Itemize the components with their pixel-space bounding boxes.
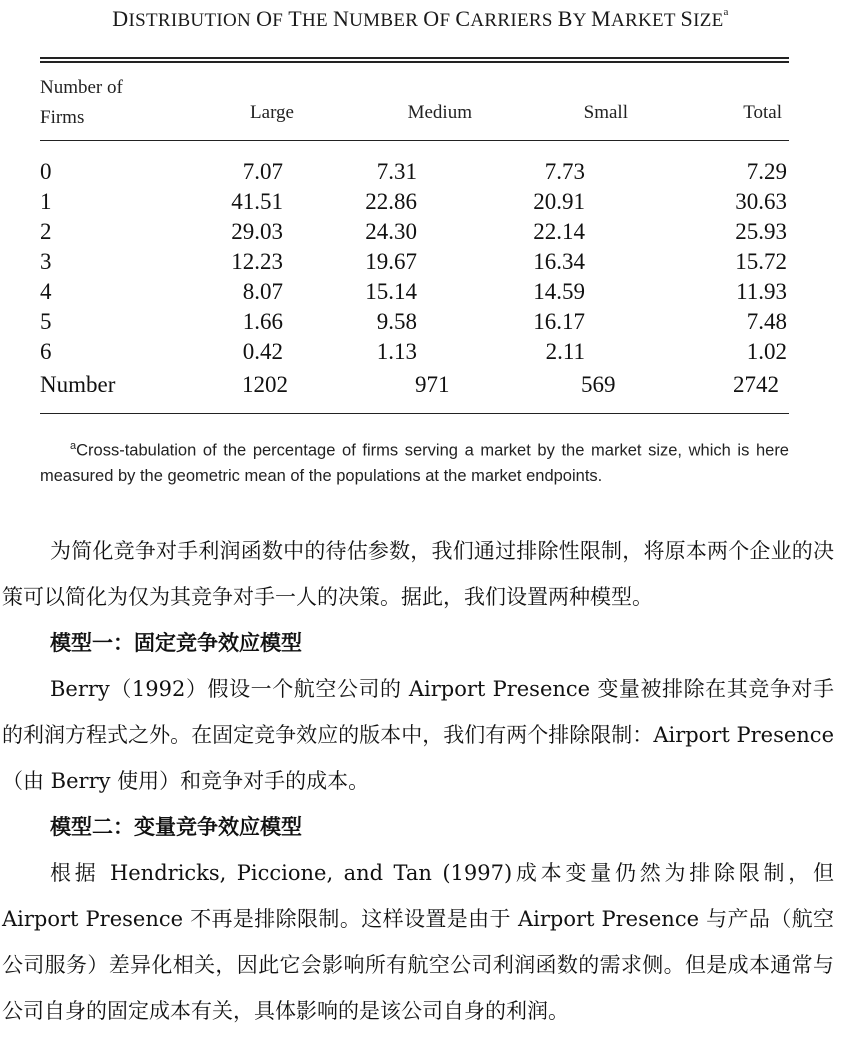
paragraph-model-one: Berry（1992）假设一个航空公司的 Airport Presence 变量被排除在其竞争对手的利润方程式之外。在固定竞争效应的版本中，我们有两个排除限制：Airport Presence（由 Berry 使用）和竞争对手的成本。 [2,677,834,793]
body-text [2,528,834,1034]
table-row [40,157,789,187]
total-small: 569 [581,372,616,397]
totals-label: Number [40,372,116,397]
table-row [40,187,789,217]
col-header-medium: Medium [407,102,472,123]
value-cell-small: 22.14 [533,219,585,244]
footnote-mark: a [70,440,77,452]
table-top-rule [40,57,789,59]
header-firms-line2: Firms [40,107,85,128]
value-cell-small: 16.17 [533,309,585,334]
value-cell-small: 20.91 [533,189,585,214]
value-cell-large: 1.66 [242,309,283,334]
firm-count-cell: 4 [40,279,52,304]
value-cell-medium: 7.31 [376,159,417,184]
value-cell-total: 15.72 [735,249,787,274]
distribution-table [40,157,789,367]
value-cell-total: 30.63 [735,189,787,214]
value-cell-medium: 9.58 [376,309,417,334]
value-cell-medium: 1.13 [376,339,417,364]
table-title-text: DISTRIBUTION OF THE NUMBER OF CARRIERS BY MARKET SIZE [112,6,724,31]
value-cell-small: 7.73 [544,159,585,184]
paragraph-model-two: 根据 Hendricks, Piccione, and Tan (1997)成本变量仍然为排除限制，但 Airport Presence 不再是排除限制。这样设置是由于 Airport Presence 与产品（航空公司服务）差异化相关，因此它会影响所有航空公司利润函数的需求侧。但是成本通常与公司自身的固定成本有关，具体影响的是该公司自身的利润。 [2,861,834,1023]
table-title-note-mark: a [723,6,729,18]
value-cell-small: 2.11 [545,339,585,364]
value-cell-total: 25.93 [735,219,787,244]
value-cell-large: 41.51 [231,189,283,214]
table-top-rule-2 [40,61,789,63]
value-cell-large: 29.03 [231,219,283,244]
firm-count-cell: 3 [40,249,52,274]
table-row [40,247,789,277]
col-header-total: Total [743,102,782,123]
table-row [40,217,789,247]
value-cell-large: 8.07 [242,279,283,304]
header-firms [40,73,123,133]
footnote-text: Cross-tabulation of the percentage of firms serving a market by the market size, which is here measured by the geometric mean of the populations at the market endpoints. [40,441,789,485]
value-cell-medium: 22.86 [365,189,417,214]
value-cell-large: 0.42 [242,339,283,364]
value-cell-total: 1.02 [746,339,787,364]
value-cell-small: 16.34 [533,249,585,274]
firm-count-cell: 2 [40,219,52,244]
table-bottom-rule [40,413,789,414]
value-cell-medium: 15.14 [365,279,417,304]
col-header-large: Large [250,102,294,123]
total-large: 1202 [242,372,288,397]
firm-count-cell: 5 [40,309,52,334]
firm-count-cell: 6 [40,339,52,364]
value-cell-total: 7.29 [746,159,787,184]
table-row [40,337,789,367]
paragraph-intro: 为简化竞争对手利润函数中的待估参数，我们通过排除性限制，将原本两个企业的决策可以简化为仅为其竞争对手一人的决策。据此，我们设置两种模型。 [2,539,834,609]
table-row [40,307,789,337]
firm-count-cell: 0 [40,159,52,184]
table-footnote [40,434,789,489]
header-firms-line1: Number of [40,77,123,98]
firm-count-cell: 1 [40,189,52,214]
header-rule [40,140,789,141]
value-cell-large: 12.23 [231,249,283,274]
value-cell-total: 7.48 [746,309,787,334]
value-cell-medium: 19.67 [365,249,417,274]
table-row [40,277,789,307]
col-header-small: Small [583,102,628,123]
value-cell-large: 7.07 [242,159,283,184]
value-cell-total: 11.93 [736,279,787,304]
value-cell-small: 14.59 [533,279,585,304]
total-medium: 971 [415,372,450,397]
total-total: 2742 [733,372,779,397]
heading-model-two: 模型二：变量竞争效应模型 [50,814,302,839]
value-cell-medium: 24.30 [365,219,417,244]
heading-model-one: 模型一：固定竞争效应模型 [50,630,302,655]
table-title [0,6,841,32]
